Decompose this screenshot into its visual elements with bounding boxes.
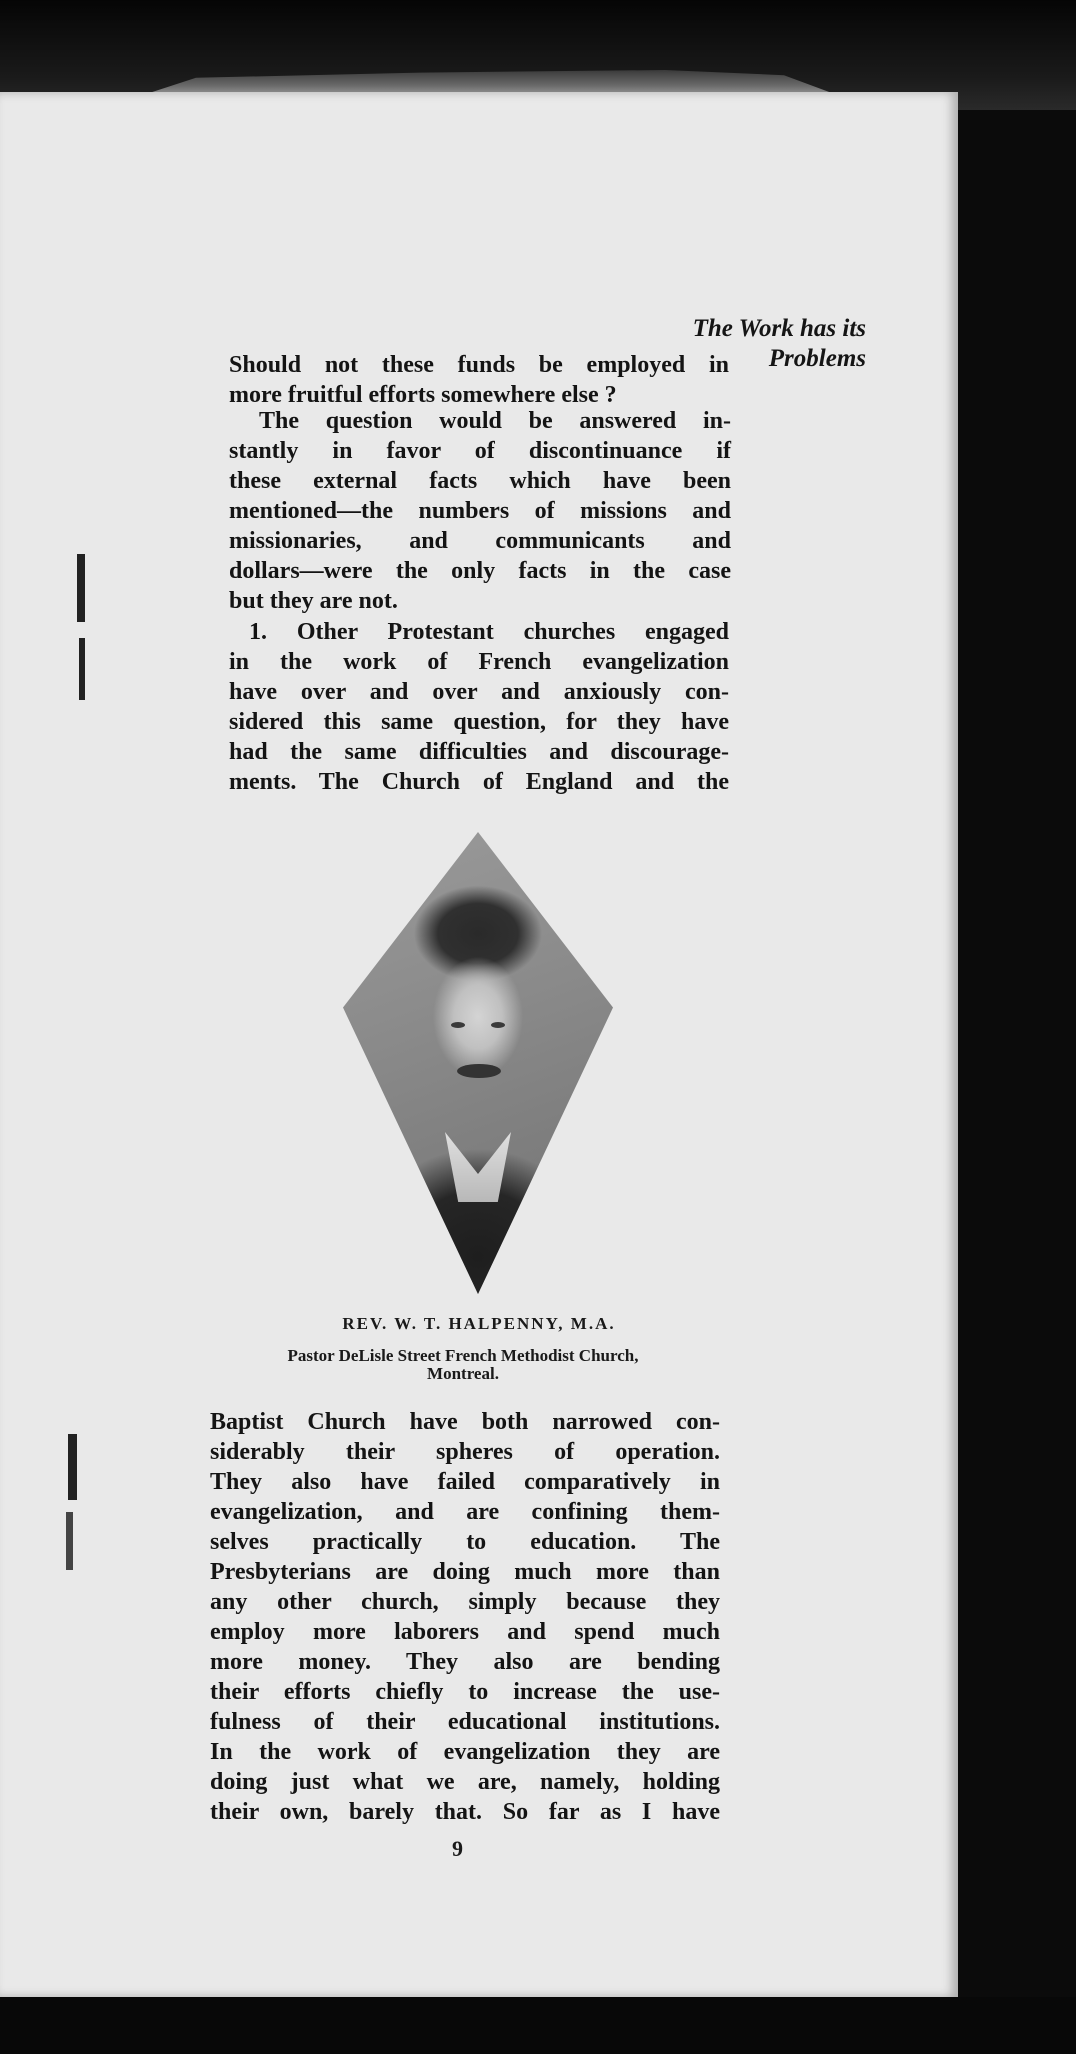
text-line: more fruitful efforts somewhere else ? — [229, 382, 617, 408]
text-line: They also have failed comparatively in — [210, 1469, 720, 1495]
paragraph-3 — [229, 617, 729, 797]
portrait-mustache — [457, 1064, 501, 1078]
text-line: employ more laborers and spend much — [210, 1619, 720, 1645]
text-line: but they are not. — [229, 588, 398, 614]
page-number: 9 — [452, 1836, 463, 1861]
paragraph-2 — [229, 406, 731, 616]
portrait-eye — [491, 1022, 505, 1028]
text-line: Should not these funds be employed in — [229, 352, 729, 378]
caption-line: Pastor DeLisle Street French Methodist Church, — [287, 1346, 639, 1365]
caption-subtitle — [230, 1347, 696, 1383]
text-line: stantly in favor of discontinuance if — [229, 438, 731, 464]
marginal-note-line: Problems — [768, 345, 866, 372]
margin-mark — [66, 1512, 73, 1570]
text-line: these external facts which have been — [229, 468, 731, 494]
text-line: selves practically to education. The — [210, 1529, 720, 1555]
portrait-collar — [445, 1132, 511, 1202]
text-line: have over and over and anxiously con- — [229, 679, 729, 705]
text-line: any other church, simply because they — [210, 1589, 720, 1615]
text-line: Presbyterians are doing much more than — [210, 1559, 720, 1585]
text-line: Baptist Church have both narrowed con- — [210, 1409, 720, 1435]
text-line: ments. The Church of England and the — [229, 769, 729, 795]
text-line: their efforts chiefly to increase the use- — [210, 1679, 720, 1705]
text-line: The question would be answered in- — [259, 408, 731, 434]
margin-mark — [79, 638, 85, 700]
caption-line: Montreal. — [427, 1364, 499, 1383]
text-line: In the work of evangelization they are — [210, 1739, 720, 1765]
caption-name: REV. W. T. HALPENNY, M.A. — [342, 1314, 616, 1333]
marginal-note-line: The Work has its — [692, 315, 866, 342]
text-line: in the work of French evangelization — [229, 649, 729, 675]
text-line: dollars—were the only facts in the case — [229, 558, 731, 584]
text-line: evangelization, and are confining them- — [210, 1499, 720, 1525]
text-line: more money. They also are bending — [210, 1649, 720, 1675]
text-line: sidered this same question, for they have — [229, 709, 729, 735]
portrait-eye — [451, 1022, 465, 1028]
text-line: siderably their spheres of operation. — [210, 1439, 720, 1465]
text-line: their own, barely that. So far as I have — [210, 1799, 720, 1825]
text-line: fulness of their educational institutions. — [210, 1709, 720, 1735]
text-line: had the same difficulties and discourage- — [229, 739, 729, 765]
book-page — [0, 92, 958, 1997]
text-line: 1. Other Protestant churches engaged — [249, 619, 729, 645]
margin-mark — [68, 1434, 77, 1500]
paragraph-1 — [229, 350, 729, 410]
scan-bottom-shadow — [0, 1997, 1076, 2054]
margin-mark — [77, 554, 85, 622]
paragraph-4 — [210, 1407, 720, 1827]
text-line: missionaries, and communicants and — [229, 528, 731, 554]
text-line: doing just what we are, namely, holding — [210, 1769, 720, 1795]
text-line: mentioned—the numbers of missions and — [229, 498, 731, 524]
portrait-photo — [343, 832, 613, 1294]
